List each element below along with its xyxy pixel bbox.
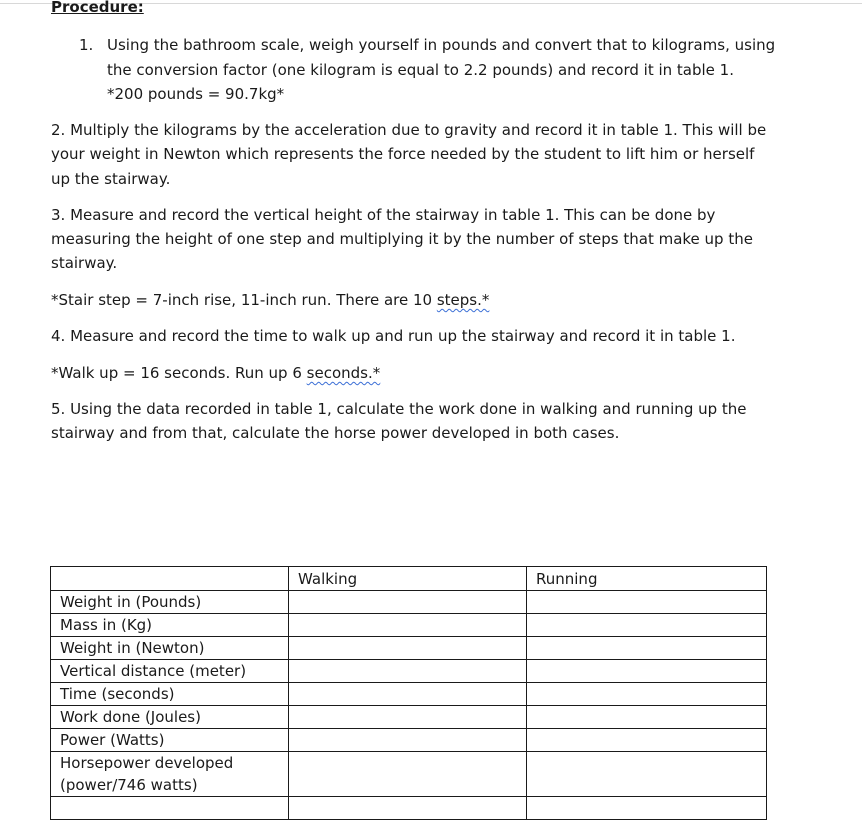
cell-walking[interactable]: [289, 729, 527, 752]
cell-running[interactable]: [527, 660, 767, 683]
cell-walking[interactable]: [289, 614, 527, 637]
row-label-weight-newton[interactable]: Weight in (Newton): [51, 637, 289, 660]
row-label-weight-pounds[interactable]: Weight in (Pounds): [51, 591, 289, 614]
table-row: [51, 637, 767, 660]
table-row-partial: [51, 797, 767, 820]
cell-walking[interactable]: [289, 683, 527, 706]
table-row: [51, 752, 767, 797]
step1-line3: *200 pounds = 90.7kg*: [107, 85, 285, 103]
table-row: [51, 683, 767, 706]
step2-line3: up the stairway.: [51, 170, 171, 188]
spellcheck-flagged-word[interactable]: steps.*: [436, 291, 490, 309]
table-row: [51, 729, 767, 752]
step3-line2: measuring the height of one step and multiplying it by the number of steps that make up the: [51, 230, 753, 248]
cell-walking[interactable]: [289, 706, 527, 729]
cell-empty[interactable]: [527, 797, 767, 820]
table-header-running[interactable]: Running: [527, 567, 767, 591]
cell-running[interactable]: [527, 752, 767, 797]
table-row: [51, 614, 767, 637]
cell-empty[interactable]: [289, 797, 527, 820]
step5-line2: stairway and from that, calculate the horse power developed in both cases.: [51, 424, 620, 442]
row-label-vertical-distance[interactable]: Vertical distance (meter): [51, 660, 289, 683]
row-label-horsepower-line2: (power/746 watts): [60, 776, 198, 794]
row-label-work-done[interactable]: Work done (Joules): [51, 706, 289, 729]
cell-running[interactable]: [527, 729, 767, 752]
cell-running[interactable]: [527, 614, 767, 637]
step1-line2: the conversion factor (one kilogram is equal to 2.2 pounds) and record it in table 1.: [107, 61, 734, 79]
step5-line1: 5. Using the data recorded in table 1, calculate the work done in walking and running up the: [51, 400, 747, 418]
step2-line1: 2. Multiply the kilograms by the acceleration due to gravity and record it in table 1. This will be: [51, 121, 767, 139]
table-header-walking[interactable]: Walking: [289, 567, 527, 591]
data-table-1: [50, 566, 767, 820]
row-label-time[interactable]: Time (seconds): [51, 683, 289, 706]
cell-running[interactable]: [527, 637, 767, 660]
cell-walking[interactable]: [289, 591, 527, 614]
table-header-row: [51, 567, 767, 591]
row-label-mass-kg[interactable]: Mass in (Kg): [51, 614, 289, 637]
step2-line2: your weight in Newton which represents the force needed by the student to lift him or herself: [51, 145, 755, 163]
step4-line1: 4. Measure and record the time to walk up and run up the stairway and record it in table 1.: [51, 327, 736, 345]
table-row: [51, 706, 767, 729]
step3-line1: 3. Measure and record the vertical height of the stairway in table 1. This can be done by: [51, 206, 716, 224]
step1-number: 1.: [79, 36, 94, 54]
cell-running[interactable]: [527, 591, 767, 614]
row-label-horsepower[interactable]: [51, 752, 289, 797]
spellcheck-flagged-word[interactable]: seconds.*: [306, 364, 381, 382]
stair-note-text: *Stair step = 7-inch rise, 11-inch run. There are 10: [51, 291, 437, 309]
row-label-power[interactable]: Power (Watts): [51, 729, 289, 752]
table-header-cell-empty[interactable]: [51, 567, 289, 591]
row-label-horsepower-line1: Horsepower developed: [60, 754, 234, 772]
cell-empty[interactable]: [51, 797, 289, 820]
procedure-heading: Procedure:: [51, 0, 144, 16]
cell-running[interactable]: [527, 706, 767, 729]
stair-note: [51, 290, 489, 310]
time-note: [51, 363, 380, 383]
time-note-text: *Walk up = 16 seconds. Run up 6: [51, 364, 307, 382]
cell-walking[interactable]: [289, 637, 527, 660]
cell-running[interactable]: [527, 683, 767, 706]
step1-line1: Using the bathroom scale, weigh yourself in pounds and convert that to kilograms, using: [107, 36, 776, 54]
cell-walking[interactable]: [289, 752, 527, 797]
step3-line3: stairway.: [51, 254, 118, 272]
table-row: [51, 591, 767, 614]
table-row: [51, 660, 767, 683]
cell-walking[interactable]: [289, 660, 527, 683]
